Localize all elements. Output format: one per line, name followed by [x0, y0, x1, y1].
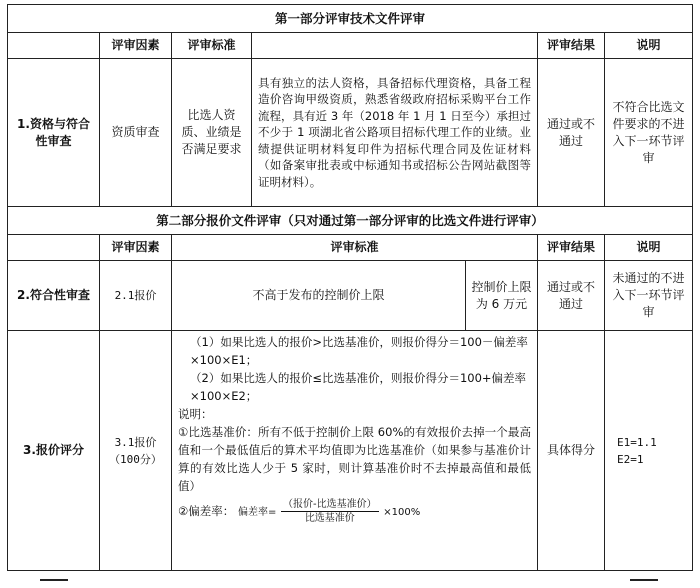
- deviation-label: ②偏差率：: [178, 504, 235, 518]
- price-score-factor: 3.1报价（100分）: [100, 331, 172, 571]
- price-score-standard: [172, 331, 538, 571]
- part1-title-row: [8, 5, 693, 33]
- price-rule-1: （1）如果比选人的报价>比选基准价，则报价得分＝100－偏差率×100×E1；: [190, 335, 528, 367]
- deviation-denominator: 比选基准价: [304, 513, 355, 524]
- part1-header-row: [8, 33, 693, 59]
- compliance-category: 2.符合性审查: [8, 261, 100, 331]
- compliance-note: 未通过的不进入下一环节评审: [605, 261, 693, 331]
- qualification-factor: 资质审查: [100, 59, 172, 207]
- deviation-prefix: 偏差率=: [237, 507, 277, 518]
- compliance-factor: 2.1报价: [100, 261, 172, 331]
- price-score-row: [8, 331, 693, 571]
- part1-header-result: 评审结果: [538, 33, 605, 59]
- compliance-standard: 不高于发布的控制价上限: [172, 261, 466, 331]
- price-score-category: 3.报价评分: [8, 331, 100, 571]
- price-rule-2: （2）如果比选人的报价≤比选基准价，则报价得分＝100+偏差率×100×E2；: [190, 371, 527, 403]
- part2-header-empty: [8, 235, 100, 261]
- deviation-numerator: （报价-比选基准价）: [283, 499, 377, 510]
- page-edge-mark-left: [40, 579, 68, 587]
- qualification-category: 1.资格与符合性审查: [8, 59, 100, 207]
- part1-header-note: 说明: [605, 33, 693, 59]
- e2-value: E2=1: [617, 452, 644, 466]
- part2-header-factor: 评审因素: [100, 235, 172, 261]
- evaluation-table: [7, 4, 693, 571]
- part1-header-factor: 评审因素: [100, 33, 172, 59]
- qualification-detail: 具有独立的法人资格，具备招标代理资格，具备工程造价咨询甲级资质，熟悉省级政府招标采购平台工作流程，具有近 3 年（2018 年 1 月 1 日至今）承担过不少于 1 项湖北省公路项目招标代理工作的业绩。业绩提供证明材料复印件为招标代理合同及佐证材料（如备案审批表或中标通知书或招标公告网站截图等证明材料）。: [252, 59, 538, 207]
- deviation-suffix: ×100%: [383, 507, 421, 518]
- part1-header-empty: [8, 33, 100, 59]
- part1-qualification-row: [8, 59, 693, 207]
- compliance-result: 通过或不通过: [538, 261, 605, 331]
- part2-header-note: 说明: [605, 235, 693, 261]
- part2-header-standard: 评审标准: [172, 235, 538, 261]
- compliance-limit: 控制价上限为 6 万元: [466, 261, 538, 331]
- part2-title-row: [8, 207, 693, 235]
- evaluation-table-container: [7, 4, 692, 571]
- price-rule-baseline: ①比选基准价：所有不低于控制价上限 60%的有效报价去掉一个最高值和一个最低值后的算术平均值即为比选基准价（如果参与基准价计算的有效比选人少于 5 家时，则计算基准价时不去掉最高值和最低值）: [178, 425, 531, 493]
- qualification-standard: 比选人资质、业绩是否满足要求: [172, 59, 252, 207]
- part1-title: 第一部分评审技术文件评审: [8, 5, 693, 33]
- page-edge-mark-right: [630, 579, 658, 587]
- compliance-row: [8, 261, 693, 331]
- e1-value: E1=1.1: [617, 435, 657, 449]
- part2-header-result: 评审结果: [538, 235, 605, 261]
- deviation-formula: [178, 498, 531, 525]
- qualification-result: 通过或不通过: [538, 59, 605, 207]
- part2-header-row: [8, 235, 693, 261]
- price-score-result: 具体得分: [538, 331, 605, 571]
- deviation-fraction: [281, 498, 379, 525]
- part1-header-blank: [252, 33, 538, 59]
- part1-header-standard: 评审标准: [172, 33, 252, 59]
- qualification-note: 不符合比选文件要求的不进入下一环节评审: [605, 59, 693, 207]
- price-rule-note-label: 说明：: [178, 407, 213, 421]
- price-score-note: [605, 331, 693, 571]
- part2-title: 第二部分报价文件评审（只对通过第一部分评审的比选文件进行评审）: [8, 207, 693, 235]
